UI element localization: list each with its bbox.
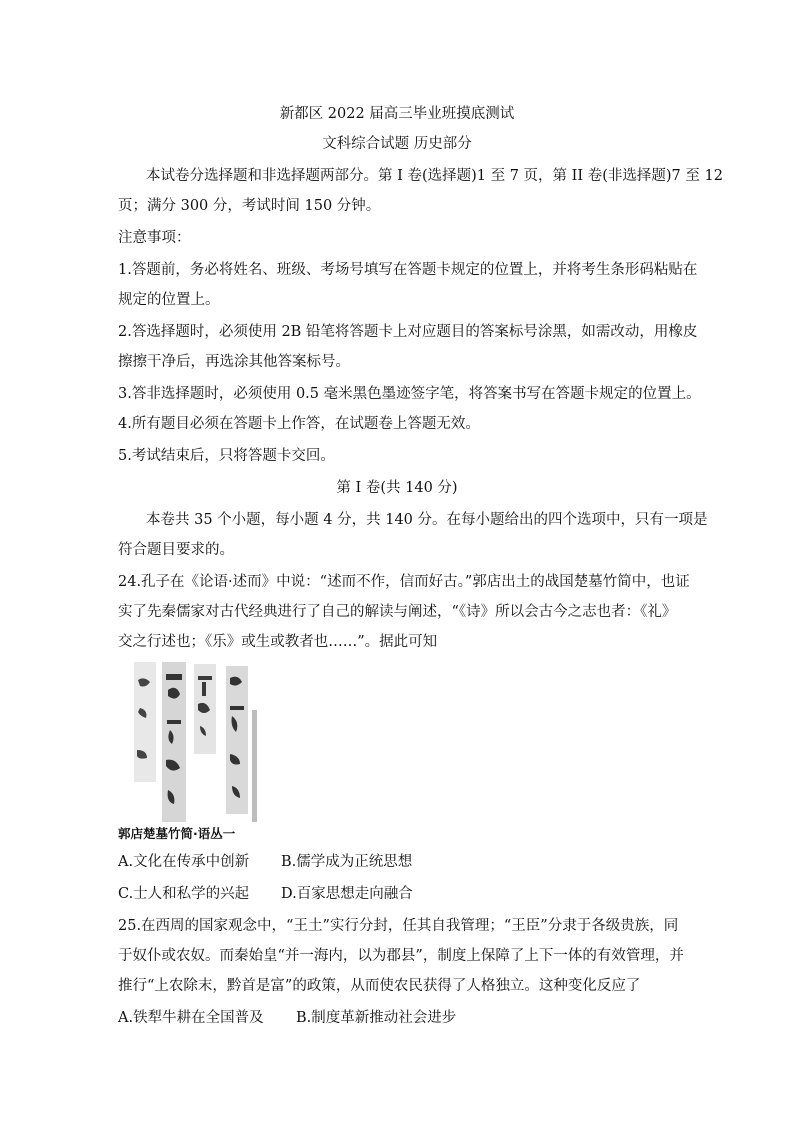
q25-stem-line-3: 推行“上农除末，黔首是富”的政策，从而使农民获得了人格独立。这种变化反应了 [118, 978, 641, 994]
exam-title: 新都区 2022 届高三毕业班摸底测试 [279, 106, 515, 122]
section-title: 第 I 卷(共 140 分) [336, 480, 458, 496]
q25-stem-line-1: 25.在西周的国家观念中，“王土”实行分封，任其自我管理；“王臣”分隶于各级贵族，同 [118, 918, 679, 934]
section-desc-line-1: 本卷共 35 个小题，每小题 4 分，共 140 分。在每小题给出的四个选项中，只有一项是 [146, 512, 708, 528]
exam-subtitle: 文科综合试题 历史部分 [322, 136, 472, 152]
q24-option-c: C.士人和私学的兴起 [118, 886, 250, 902]
bamboo-slips-image [118, 660, 260, 840]
section-desc-line-2: 符合题目要求的。 [118, 542, 234, 558]
q24-stem-line-1: 24.孔子在《论语·述而》中说：“述而不作，信而好古。”郭店出土的战国楚墓竹简中，也证 [118, 574, 690, 590]
note-2-line-2: 擦擦干净后，再选涂其他答案标号。 [118, 354, 350, 370]
note-1-line-2: 规定的位置上。 [118, 292, 220, 308]
q24-option-b: B.儒学成为正统思想 [281, 854, 413, 870]
notes-heading: 注意事项： [118, 230, 191, 246]
note-1-line-1: 1.答题前，务必将姓名、班级、考场号填写在答题卡规定的位置上，并将考生条形码粘贴在 [118, 262, 698, 278]
q24-stem-line-2: 实了先秦儒家对古代经典进行了自己的解读与阐述，“《诗》所以会古今之志也者：《礼》 [118, 604, 677, 620]
bamboo-slips-figure [118, 660, 260, 824]
note-5: 5.考试结束后，只将答题卡交回。 [118, 448, 335, 464]
note-2-line-1: 2.答选择题时，必须使用 2B 铅笔将答题卡上对应题目的答案标号涂黑，如需改动，用橡皮 [118, 324, 698, 340]
intro-line-1: 本试卷分选择题和非选择题两部分。第 I 卷(选择题)1 至 7 页，第 II 卷(非选择题)7 至 12 [146, 168, 723, 184]
q25-stem-line-2: 于奴仆或农奴。而秦始皇“并一海内，以为郡县”，制度上保障了上下一体的有效管理，并 [118, 948, 684, 964]
note-4: 4.所有题目必须在答题卡上作答，在试题卷上答题无效。 [118, 416, 480, 432]
note-3: 3.答非选择题时，必须使用 0.5 毫米黑色墨迹签字笔，将答案书写在答题卡规定的位置上。 [118, 386, 701, 402]
q24-stem-line-3: 交之行述也；《乐》或生或教者也……”。据此可知 [118, 634, 438, 650]
intro-line-2: 页；满分 300 分，考试时间 150 分钟。 [118, 198, 381, 214]
bamboo-slips-caption: 郭店楚墓竹简·语丛一 [118, 826, 236, 841]
q24-option-a: A.文化在传承中创新 [118, 854, 250, 870]
q25-option-b: B.制度革新推动社会进步 [296, 1010, 457, 1026]
q24-option-d: D.百家思想走向融合 [281, 886, 413, 902]
q25-option-a: A.铁犁牛耕在全国普及 [118, 1010, 264, 1026]
